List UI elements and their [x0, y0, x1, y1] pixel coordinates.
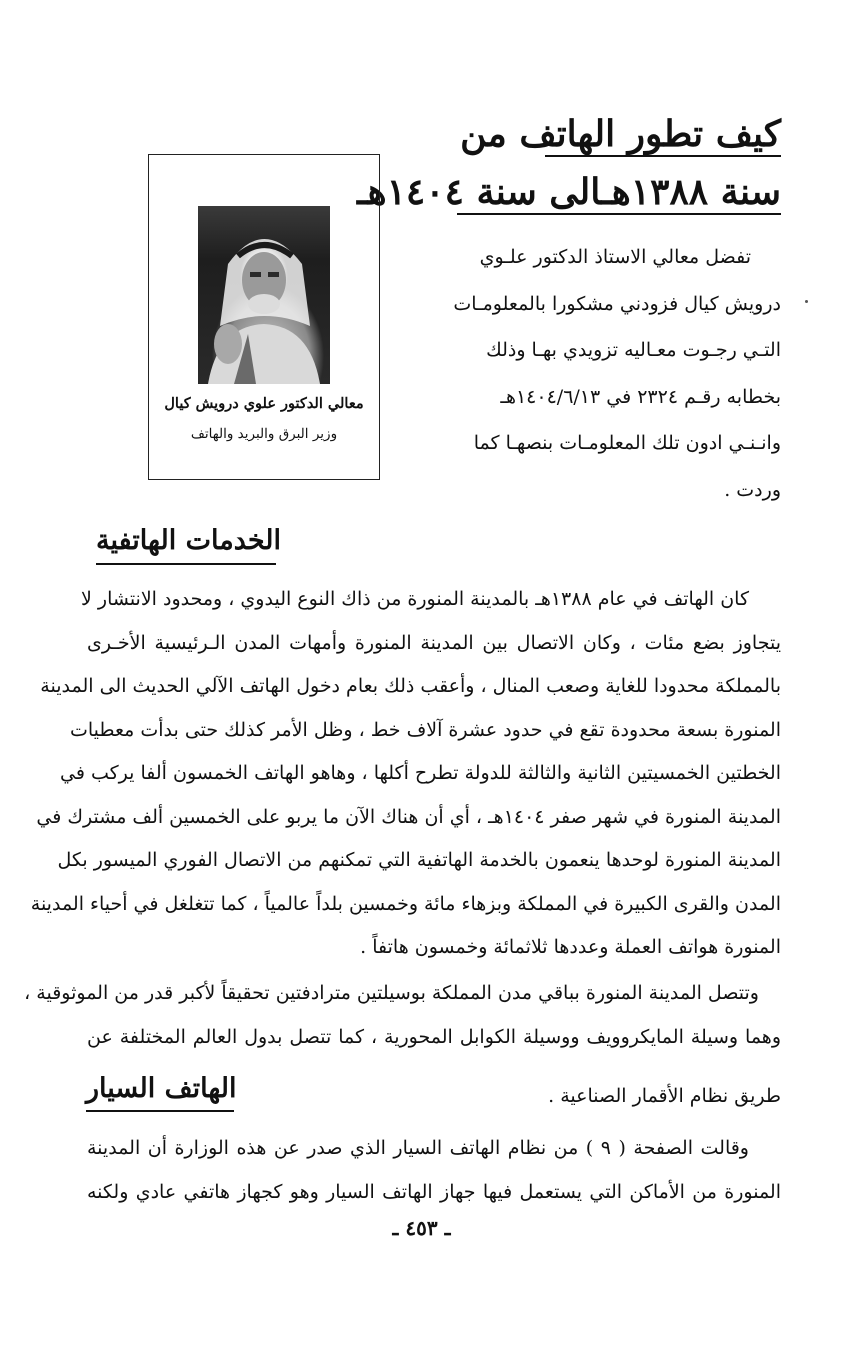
section-heading-underline [86, 1110, 234, 1112]
portrait-frame [148, 154, 380, 480]
section-heading-telephone-services: الخدمات الهاتفية [96, 525, 282, 556]
section2-paragraph [87, 1127, 781, 1214]
body-line: وتتصل المدينة المنورة بباقي مدن المملكة بوسيلتين مترادفتين تحقيقاً لأكبر قدر من الموثوقية ، [24, 982, 759, 1004]
intro-line: وردت . [724, 478, 781, 501]
body-line: المدينة المنورة لوحدها ينعمون بالخدمة الهاتفية التي تمكنهم من الاتصال الفوري الميسور بكل [57, 849, 781, 871]
body-line: المنورة من الأماكن التي يستعمل فيها جهاز الهاتف السيار وهو كجهاز هاتفي عادي ولكنه [87, 1180, 781, 1203]
title-line-1: كيف تطور الهاتف من [460, 113, 781, 155]
body-line: بالمملكة محدودا للغاية وصعب المنال ، وأعقب ذلك بعام دخول الهاتف الآلي الحديث الى المدينة [40, 675, 781, 697]
body-line: المدن والقرى الكبيرة في المملكة وبزهاء مائة وخمسين بلداً عالمياً ، كما تتغلغل في أحياء المدينة [30, 892, 781, 915]
page-number: ـ ٤٥٣ ـ [392, 1216, 451, 1240]
body-line: المدينة المنورة في شهر صفر ١٤٠٤هـ ، أي أن هناك الآن ما يربو على الخمسين ألف مشترك في [36, 805, 781, 828]
intro-paragraph [453, 234, 781, 513]
section1-paragraph-2 [24, 972, 781, 1059]
body-line: المنورة هواتف العملة وعددها ثلاثمائة وخمسون هاتفاً . [360, 936, 781, 958]
body-line: طريق نظام الأقمار الصناعية . [548, 1085, 781, 1107]
section-heading-mobile-phone: الهاتف السيار [86, 1073, 237, 1104]
title-underline-1 [545, 155, 781, 157]
portrait-caption-title: وزير البرق والبريد والهاتف [190, 426, 338, 442]
title-line-2: سنة ١٣٨٨هـالى سنة ١٤٠٤هـ [357, 171, 781, 213]
intro-line: درويش كيال فزودني مشكورا بالمعلومـات [453, 292, 781, 315]
scan-speck [805, 300, 808, 303]
section-heading-underline [96, 563, 276, 565]
intro-line: بخطابه رقـم ٢٣٢٤ في ١٤٠٤/٦/١٣هـ [500, 385, 781, 408]
portrait-figure-icon [198, 206, 330, 384]
intro-line: التـي رجـوت معـاليه تزويدي بهـا وذلك [486, 339, 781, 361]
body-line: الخطتين الخمسيتين الثانية والثالثة للدولة تطرح أكلها ، وهاهو الهاتف الخمسون ألفا يركب في [60, 762, 781, 784]
body-line: كان الهاتف في عام ١٣٨٨هـ بالمدينة المنورة من ذاك النوع اليدوي ، ومحدود الانتشار لا [81, 588, 749, 610]
intro-line: وانـنـي ادون تلك المعلومـات بنصهـا كما [473, 432, 781, 454]
section1-paragraph [30, 578, 781, 970]
body-line: المنورة بسعة محدودة تقع في حدود عشرة آلاف خط ، وظل الأمر كذلك حتى بدأت معطيات [69, 718, 781, 741]
portrait-caption-name: معالي الدكتور علوي درويش كيال [164, 395, 364, 412]
body-line: وهما وسيلة المايكروويف ووسيلة الكوابل المحورية ، كما تتصل بدول العالم المختلفة عن [87, 1025, 781, 1048]
body-line: وقالت الصفحة ( ٩ ) من نظام الهاتف السيار الذي صدر عن هذه الوزارة أن المدينة [87, 1137, 749, 1159]
intro-line: تفضل معالي الاستاذ الدكتور علـوي [479, 246, 751, 268]
title-underline-2 [457, 213, 781, 215]
portrait-photo [198, 206, 330, 384]
body-line: يتجاوز بضع مئات ، وكان الاتصال بين المدينة المنورة وأمهات المدن الـرئيسية الأخـرى [87, 631, 781, 654]
